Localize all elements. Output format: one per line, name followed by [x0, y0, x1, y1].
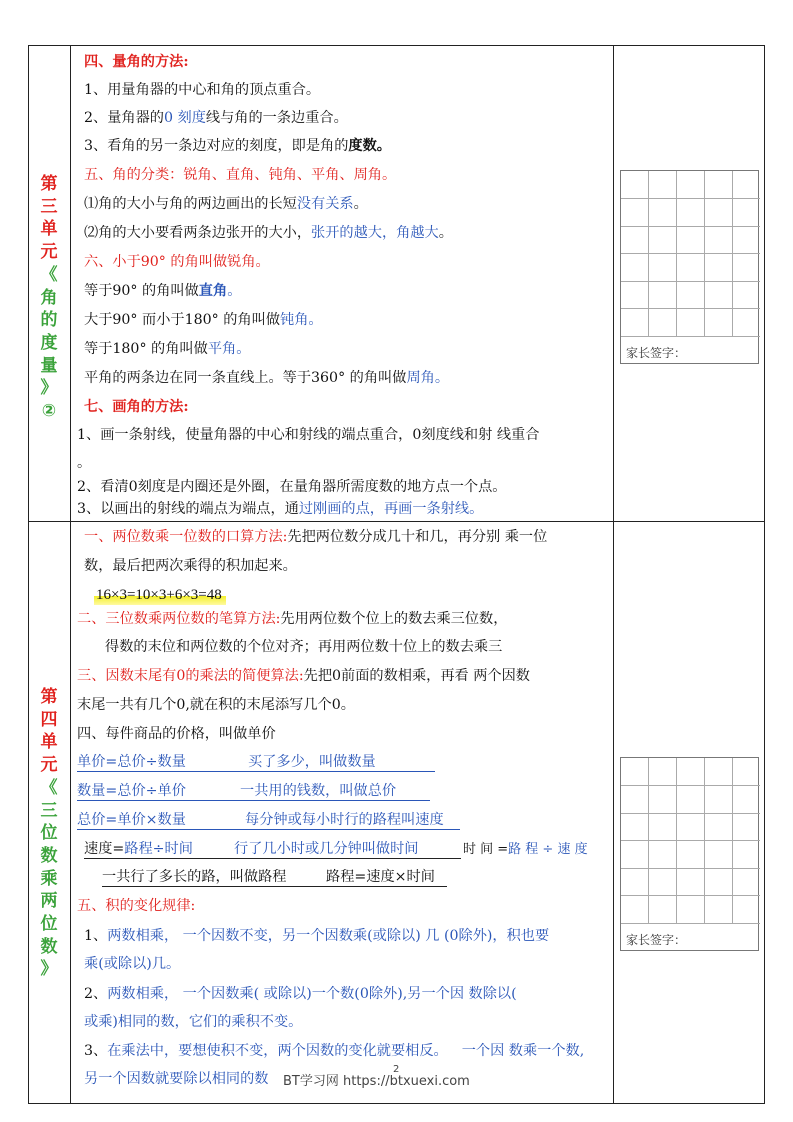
grid-hline: [621, 785, 760, 786]
unit3-draw-step2: 2、看清0刻度是内圈还是外圈，在量角器所需度数的地方点一个点。: [77, 479, 507, 495]
section-heading: 三、因数末尾有0的乘法的简便算法:: [77, 668, 304, 684]
unit4-def-quantity: 买了多少，叫做数量: [248, 754, 376, 770]
unit4-example-equation: 16×3=10×3+6×3=48: [94, 585, 226, 605]
unit4-formula-unit-price: 单价=总价÷数量: [77, 754, 186, 770]
unit4-rule2-line2: 或乘)相同的数，它们的乘积不变。: [84, 1014, 303, 1030]
text-part: 。: [469, 501, 484, 517]
unit4-rule3-line2: 另一个因数就要除以相同的数: [84, 1071, 269, 1087]
text-part: 两数相乘， 一个因数乘( 或除以)一个数(0除外),另一个因 数除以(: [107, 986, 517, 1002]
unit4-section2-line2: 得数的末位和两位数的个位对齐；再用两位数十位上的数去乘三: [105, 639, 503, 655]
unit3-straight-angle: [84, 339, 250, 359]
grid-hline: [621, 868, 760, 869]
underline: [77, 829, 460, 830]
text-part: 。: [434, 370, 450, 386]
text-part: 先把两位数分成几十和几，再分别 乘一位: [287, 529, 548, 545]
footer-site-link[interactable]: BT学习网 https://btxuexi.com: [283, 1074, 470, 1089]
table-border-left: [28, 45, 29, 1104]
text-part: 等于90° 的角叫做: [84, 283, 199, 299]
unit4-rule2-line1: [84, 984, 517, 1004]
unit3-classify-1: [84, 194, 368, 214]
unit4-side-char: 第: [40, 687, 58, 707]
unit4-def-distance: 一共行了多长的路，叫做路程: [102, 869, 287, 885]
grid-hline: [621, 253, 760, 254]
text-part: 。: [353, 196, 368, 212]
unit4-side-sub: 位: [40, 823, 58, 844]
highlight-draw-through: 过刚画的点，再画一条射线: [298, 501, 470, 517]
unit4-formula-speed: [84, 839, 193, 859]
text-part: 线与角的一条边重合。: [205, 110, 348, 126]
grid-hline: [621, 895, 760, 896]
unit3-side-sub: 量: [40, 355, 58, 376]
table-border-top: [28, 45, 764, 46]
unit4-side-title: [37, 686, 61, 981]
underline: [77, 771, 435, 772]
unit3-side-char: 三: [40, 196, 58, 217]
unit4-side-sub: 两: [40, 891, 58, 912]
unit4-formula-quantity: 数量=总价÷单价: [77, 783, 186, 799]
grid-hline: [621, 813, 760, 814]
highlight-wider-bigger: 张开的越大，角越大: [311, 225, 439, 241]
text-part: 路 程 ÷ 速 度: [508, 842, 588, 857]
text-part: 在乘法中，要想使积不变，两个因数的变化就要相反。: [107, 1043, 448, 1059]
grid-hline: [621, 923, 760, 924]
grid-hline: [621, 226, 760, 227]
unit4-def-time: 行了几小时或几分钟叫做时间: [234, 841, 419, 857]
unit3-side-sub: ②: [41, 401, 57, 422]
highlight-degree: 度数。: [348, 138, 391, 154]
underline: [84, 858, 461, 859]
underline: [77, 800, 430, 801]
unit4-section3-line2: 末尾一共有几个0,就在积的末尾添写几个0。: [77, 697, 355, 713]
unit3-side-sub: 度: [40, 332, 58, 353]
footer-page-number: 2: [393, 1064, 400, 1075]
unit3-side-sub: 角: [40, 287, 58, 308]
text-part: 一个因 数乘一个数,: [461, 1043, 585, 1059]
text-part: 。: [227, 283, 242, 299]
unit3-measure-step2: [84, 108, 348, 128]
highlight-right-angle: 直角: [198, 283, 228, 299]
unit4-parent-signature-label: 家长签字：: [626, 933, 687, 947]
unit4-rule1-line2: 乘(或除以)几。: [84, 956, 181, 972]
text-part: 3、以画出的射线的端点为端点，通: [77, 501, 299, 517]
grid-hline: [621, 281, 760, 282]
text-part: 1、: [84, 928, 108, 944]
text-part: 。: [308, 312, 323, 328]
table-border-right: [764, 45, 765, 1104]
grid-hline: [621, 840, 760, 841]
underline: [102, 886, 447, 887]
unit4-side-sub: 》: [40, 959, 58, 980]
unit4-side-char: 单: [40, 732, 58, 753]
text-part: 两数相乘， 一个因数不变，另一个因数乘(或除以) 几 (0除外)，积也要: [107, 928, 550, 944]
unit4-side-sub: 数: [40, 845, 58, 866]
highlight-zero-scale: 0 刻度: [163, 110, 206, 126]
text-part: 先把0前面的数相乘，再看 两个因数: [303, 668, 530, 684]
highlight-straight: 平角: [207, 341, 237, 357]
unit3-draw-step1-end: 。: [77, 455, 92, 471]
table-border-mid: [28, 521, 764, 522]
table-border-col2: [613, 45, 614, 1104]
unit3-measure-step3: [84, 136, 391, 156]
text-part: 。: [236, 341, 251, 357]
unit3-draw-step1: 1、画一条射线，使量角器的中心和射线的端点重合，0刻度线和射 线重合: [77, 427, 540, 443]
unit3-side-char: 元: [40, 242, 58, 263]
text-part: 路程÷时间: [124, 841, 193, 857]
text-part: 等于180° 的角叫做: [84, 341, 208, 357]
unit3-heading-measure: 四、量角的方法:: [84, 54, 189, 70]
unit4-side-char: 四: [40, 709, 58, 730]
text-part: 时 间 =: [463, 842, 509, 857]
unit4-formula-distance: 路程=速度×时间: [326, 869, 435, 885]
unit3-obtuse-angle: [84, 310, 323, 330]
text-part: 大于90° 而小于180° 的角叫做: [84, 312, 281, 328]
section-heading: 二、三位数乘两位数的笔算方法:: [77, 611, 281, 627]
text-part: 2、: [84, 986, 108, 1002]
unit3-heading-classify: 五、角的分类：锐角、直角、钝角、平角、周角。: [84, 167, 397, 183]
unit4-def-total: 一共用的钱数，叫做总价: [240, 783, 397, 799]
unit4-rule1-line1: [84, 926, 549, 946]
unit4-side-sub: 位: [40, 914, 58, 935]
highlight-full: 周角: [406, 370, 435, 386]
unit3-parent-signature-label: 家长签字：: [626, 346, 687, 360]
unit4-side-sub: 乘: [40, 868, 58, 889]
unit4-side-sub: 《: [40, 777, 58, 798]
text-part: 先用两位数个位上的数去乘三位数，: [280, 611, 508, 627]
text-part: ⑵角的大小要看两条边张开的大小，: [84, 225, 312, 241]
unit3-side-sub: 的: [40, 310, 58, 331]
grid-hline: [621, 336, 760, 337]
unit4-formula-total: 总价=单价×数量: [77, 812, 186, 828]
grid-hline: [621, 198, 760, 199]
unit4-section1-line1: [84, 527, 547, 547]
unit4-section2-line1: [77, 609, 507, 629]
unit4-side-sub: 三: [40, 800, 58, 821]
unit3-side-title: [37, 173, 61, 423]
text-part: 。: [438, 225, 453, 241]
unit3-heading-acute: 六、小于90° 的角叫做锐角。: [84, 254, 270, 270]
unit4-def-speed: 每分钟或每小时行的路程叫速度: [245, 812, 444, 828]
unit3-classify-2: [84, 223, 453, 243]
unit4-section1-line2: 数，最后把两次乘得的积加起来。: [84, 558, 297, 574]
unit3-right-angle: [84, 281, 241, 301]
unit4-signature-grid[interactable]: [620, 757, 759, 951]
text-part: 平角的两条边在同一条直线上。等于360° 的角叫做: [84, 370, 407, 386]
unit3-side-sub: 》: [40, 378, 58, 399]
unit4-section4-heading: 四、每件商品的价格，叫做单价: [77, 726, 276, 742]
text-part: 3、: [84, 1043, 108, 1059]
text-part: ⑴角的大小与角的两边画出的长短: [84, 196, 297, 212]
unit3-measure-step1: 1、用量角器的中心和角的顶点重合。: [84, 82, 321, 98]
unit3-heading-draw: 七、画角的方法:: [84, 399, 189, 415]
table-border-bottom: [28, 1103, 764, 1104]
unit4-formula-time: [463, 840, 588, 860]
text-part: 速度=: [84, 841, 125, 857]
text-part: 3、看角的另一条边对应的刻度，即是角的: [84, 138, 349, 154]
table-border-col1: [70, 45, 71, 1104]
unit3-signature-grid[interactable]: [620, 170, 759, 364]
unit4-section5-heading: 五、积的变化规律:: [77, 898, 196, 914]
unit3-full-angle: [84, 368, 449, 388]
unit4-section3-line1: [77, 666, 530, 686]
unit4-side-sub: 数: [40, 936, 58, 957]
highlight-no-relation: 没有关系: [296, 196, 354, 212]
grid-hline: [621, 308, 760, 309]
unit3-side-sub: 《: [40, 264, 58, 285]
unit3-side-char: 单: [40, 219, 58, 240]
highlight-obtuse: 钝角: [280, 312, 309, 328]
text-part: 2、量角器的: [84, 110, 164, 126]
unit3-draw-step3: [77, 499, 483, 519]
unit4-side-char: 元: [40, 755, 58, 776]
section-heading: 一、两位数乘一位数的口算方法:: [84, 529, 288, 545]
unit4-rule3-line1: [84, 1041, 584, 1061]
unit3-side-char: 第: [40, 174, 58, 194]
